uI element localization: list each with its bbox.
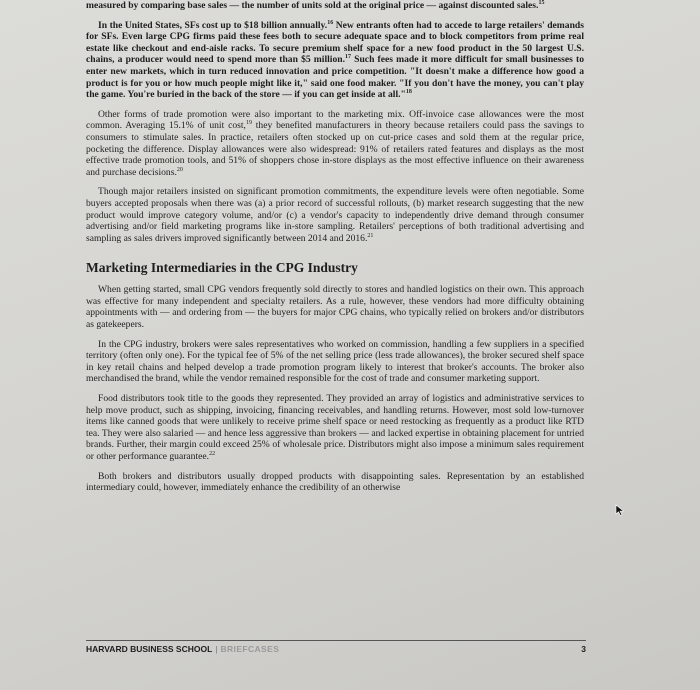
page-footer [86,640,586,654]
footer-separator: | [215,644,218,654]
paragraph-2: In the United States, SFs cost up to $18 billion annually.$^{16}$ New entrants often had to accede to large retailers' demands for SFs. Even large CPG firms paid these fees both to secure adequate space and to block competitors from prime real estate like checkout and end-aisle racks. To secure premium shelf space for a new food product in the 50 largest U.S. chains, a producer would need to spend more than $5 million.$^{17}$ Such fees made it more difficult for small businesses to enter new markets, which in turn reduced innovation and price competition. "It doesn't make a difference how good a product is for you or how much people might like it," said one food maker. "If you don't have the money, you can't play the game. You're buried in the back of the store — if you can get inside at all."$^{18}$ [86,19,585,101]
footnote-ref[interactable]: 17 [345,54,351,61]
footnote-ref[interactable]: 19 [245,120,252,127]
paragraph-7: Food distributors took title to the goods they represented. They provided an array of logistics and administrative services to help move product, such as shipping, invoicing, financing receivables, and handling returns. However, most sold low-turnover items like canned goods that were unlikely to receive prime shelf space or need restocking as frequently as a product like RTD tea. They were also salaried — and hence less aggressive than brokers — and lacked expertise in obtaining placement for untried brands. Further, their margin could exceed 25% of wholesale price. Distributors might also impose a minimum sales requirement or other performance guarantee.$^{22}$ [86,393,584,462]
footnote-ref[interactable]: 15 [538,0,545,6]
paragraph-5: When getting started, small CPG vendors frequently sold directly to stores and handled logistics on their own. This approach was effective for many independent and specialty retailers. As a rule, however, these vendors had more difficulty obtaining appointments with — and ordering from — the buyers for major CPG chains, who typically relied on brokers and/or distributors as gatekeepers. [86,284,584,331]
page-number: 3 [581,644,586,654]
paragraph-6: In the CPG industry, brokers were sales representatives who worked on commission, handling a few suppliers in a specified territory (often only one). For the typical fee of 5% of the net selling price (less trade allowances), the broker secured shelf space in key retail chains and helped develop a trade promotion program likely to interest that broker's accounts. The broker also merchandised the brand, while the vendor remained responsible for the cost of trade and consumer marketing support. [86,338,584,385]
footnote-ref[interactable]: 20 [176,166,183,173]
paragraph-3: Other forms of trade promotion were also important to the marketing mix. Off-invoice case allowances were the most common. Averaging 15.1% of unit cost,$^{19}$ they benefited manufacturers in theory because retailers could pass the savings to consumers to stimulate sales. In practice, retailers often stocked up on cut-price cases and sold them at the regular price, pocketing the difference. Display allowances were also widespread: 91% of retailers rated features and displays as the most effective trade promotion tools, and 51% of shoppers chose in-store displays as the most effective influence on their awareness and purchase decisions.$^{20}$ [86,108,585,178]
mouse-cursor-icon [615,504,625,516]
paragraph-4: Though major retailers insisted on significant promotion commitments, the expenditure levels were often negotiable. Some buyers accepted proposals when there was (a) a prior record of successful rollouts, (b) market research suggesting that the new product would improve category volume, and/or (c) a vendor's capacity to independently drive demand through consumer advertising and/or field marketing programs like in-store sampling. Retailers' perceptions of both traditional advertising and sampling as sales drivers improved significantly between 2014 and 2016.21 [86,186,584,244]
series-name: BRIEFCASES [220,644,280,654]
footnote-ref[interactable]: 22 [209,451,216,457]
footnote-ref[interactable]: 18 [405,89,412,96]
body-text [86,0,584,502]
footnote-ref[interactable]: 16 [327,19,334,26]
publisher-name: HARVARD BUSINESS SCHOOL [86,644,213,654]
paragraph-8: Both brokers and distributors usually dropped products with disappointing sales. Representation by an established intermediary could, however, immediately enhance the credibility of an otherwise [86,470,584,494]
section-heading: Marketing Intermediaries in the CPG Industry [86,260,358,276]
paragraph-1: measured by comparing base sales — the number of units sold at the original price — against discounted sales.$^{15}$ [86,0,545,11]
footnote-ref[interactable]: 21 [367,232,374,239]
